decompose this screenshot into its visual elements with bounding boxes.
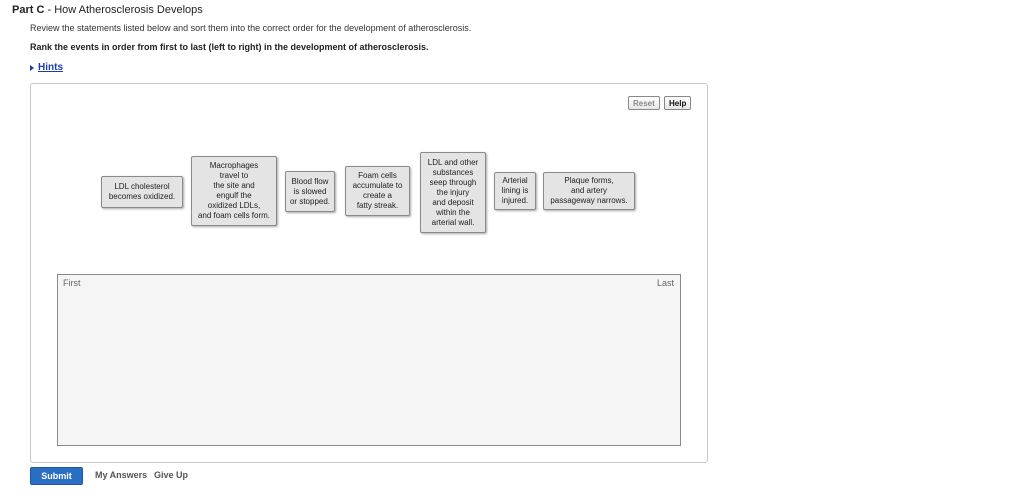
card-text: Plaque forms, and artery passageway narrows. [550, 176, 628, 205]
sortable-card[interactable] [191, 156, 277, 226]
sortable-card[interactable] [101, 176, 183, 208]
help-button[interactable]: Help [664, 96, 691, 110]
sortable-card[interactable] [494, 172, 536, 210]
first-label: First [63, 278, 81, 288]
sorting-work-area [30, 83, 708, 463]
sortable-card[interactable] [420, 152, 486, 233]
sortable-card[interactable] [345, 166, 410, 216]
ranking-instruction: Rank the events in order from first to last (left to right) in the development of atherosclerosis. [30, 42, 429, 52]
give-up-link[interactable]: Give Up [154, 470, 189, 480]
card-text: Macrophages travel to the site and engulf the oxidized LDLs, and foam cells form. [197, 161, 271, 220]
part-title [12, 4, 203, 16]
sortable-card[interactable] [543, 172, 635, 210]
ranking-drop-zone[interactable] [57, 274, 681, 446]
my-answers-link[interactable]: My Answers [95, 470, 148, 480]
sortable-card[interactable] [285, 171, 335, 212]
hints-label: Hints [38, 62, 63, 73]
card-text: Foam cells accumulate to create a fatty streak. [352, 171, 403, 210]
card-text: Blood flow is slowed or stopped. [289, 176, 331, 206]
part-heading: How Atherosclerosis Develops [54, 4, 203, 16]
submit-button[interactable]: Submit [30, 467, 83, 485]
instruction-text: Review the statements listed below and sort them into the correct order for the development of atherosclerosis. [30, 23, 472, 33]
card-text: LDL cholesterol becomes oxidized. [108, 182, 176, 201]
expand-triangle-icon [30, 65, 34, 71]
hints-link[interactable] [30, 62, 63, 73]
card-text: LDL and other substances seep through the injury and deposit within the arterial wall. [427, 157, 479, 227]
last-label: Last [656, 278, 674, 288]
card-text: Arterial lining is injured. [501, 176, 529, 205]
reset-button[interactable]: Reset [628, 96, 660, 110]
part-label: Part C [12, 4, 45, 16]
part-separator: - [44, 4, 55, 16]
